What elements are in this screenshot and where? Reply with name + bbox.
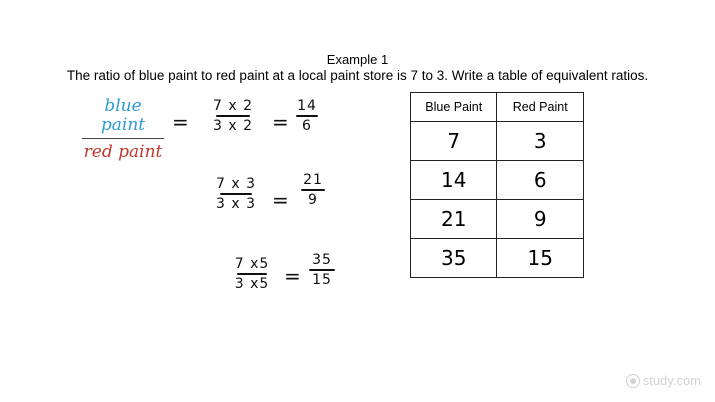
table-cell: 35 — [411, 239, 497, 278]
equals-sign: = — [172, 110, 189, 134]
equation-3-denominator: 3 x5 — [234, 276, 270, 292]
fraction-bar — [237, 273, 267, 275]
equals-sign: = — [284, 264, 301, 288]
equals-sign: = — [272, 188, 289, 212]
equation-3-numerator: 7 x5 — [234, 256, 270, 272]
watermark-text: study.com — [642, 373, 701, 388]
equation-3-result-denominator: 15 — [312, 272, 332, 288]
equation-2-result-numerator: 21 — [303, 172, 323, 188]
equation-3-result — [306, 252, 338, 288]
table-row — [411, 239, 584, 278]
equation-1-result — [294, 98, 320, 134]
table-cell: 3 — [497, 122, 584, 161]
problem-statement: The ratio of blue paint to red paint at a local paint store is 7 to 3. Write a table of equivalent ratios. — [66, 68, 649, 83]
ratio-table — [410, 92, 584, 278]
fraction-bar — [301, 189, 325, 191]
table-header-row — [411, 93, 584, 122]
fraction-bar — [216, 115, 250, 117]
label-numerator: blue paint — [100, 96, 146, 135]
equation-2-fraction — [205, 176, 267, 212]
table-cell: 6 — [497, 161, 584, 200]
fraction-bar — [220, 193, 252, 195]
equation-3-result-numerator: 35 — [312, 252, 332, 268]
example-title: Example 1 — [326, 52, 389, 67]
table-cell: 21 — [411, 200, 497, 239]
equation-1-denominator: 3 x 2 — [213, 118, 253, 134]
equation-2-result — [298, 172, 328, 208]
table-row — [411, 122, 584, 161]
equation-1-fraction — [202, 98, 264, 134]
table-row — [411, 161, 584, 200]
table-cell: 14 — [411, 161, 497, 200]
equation-2-result-denominator: 9 — [308, 192, 318, 208]
column-header-blue-paint: Blue Paint — [411, 93, 497, 122]
equation-2-numerator: 7 x 3 — [216, 176, 256, 192]
equals-sign: = — [272, 110, 289, 134]
equation-1-result-denominator: 6 — [302, 118, 312, 134]
equation-1-numerator: 7 x 2 — [213, 98, 253, 114]
table-cell: 15 — [497, 239, 584, 278]
table-cell: 7 — [411, 122, 497, 161]
table-cell: 9 — [497, 200, 584, 239]
watermark — [626, 373, 701, 388]
equation-1-result-numerator: 14 — [297, 98, 317, 114]
study-logo-icon — [626, 374, 640, 388]
fraction-bar — [82, 138, 164, 139]
column-header-red-paint: Red Paint — [497, 93, 584, 122]
equation-2-denominator: 3 x 3 — [216, 196, 256, 212]
fraction-bar — [296, 115, 318, 117]
fraction-bar — [309, 269, 335, 271]
label-fraction — [82, 97, 164, 162]
equation-3-fraction — [222, 256, 282, 292]
table-row — [411, 200, 584, 239]
label-denominator: red paint — [83, 142, 163, 162]
